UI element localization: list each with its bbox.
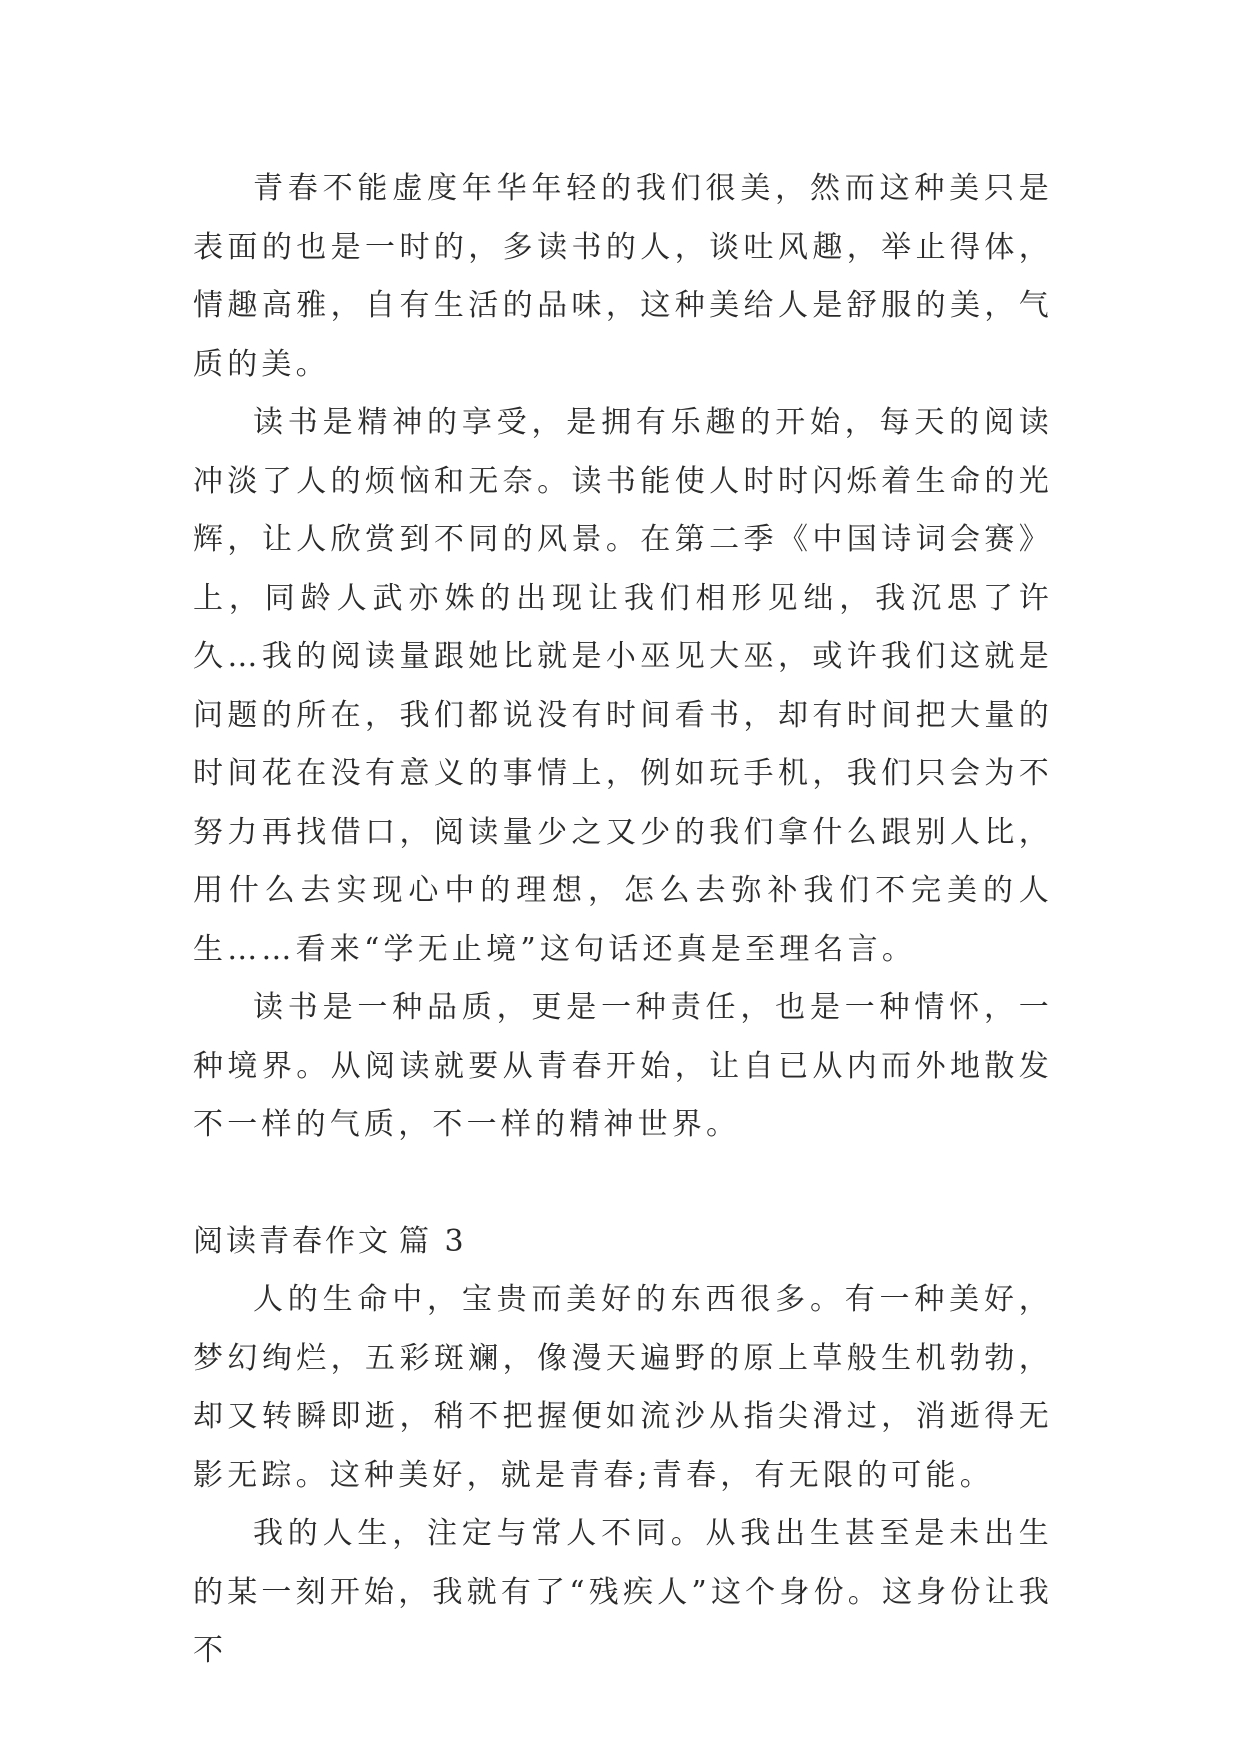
section-number: 篇 3	[399, 1223, 467, 1259]
paragraph-joy-of-reading: 读书是精神的享受，是拥有乐趣的开始，每天的阅读冲淡了人的烦恼和无奈。读书能使人时时闪烁着生命的光辉，让人欣赏到不同的风景。在第二季《中国诗词会赛》上，同龄人武亦姝的出现让我们相形见绌，我沉思了许久…我的阅读量跟她比就是小巫见大巫，或许我们这就是问题的所在，我们都说没有时间看书，却有时间把大量的时间花在没有意义的事情上，例如玩手机，我们只会为不努力再找借口，阅读量少之又少的我们拿什么跟别人比，用什么去实现心中的理想，怎么去弥补我们不完美的人生……看来“学无止境”这句话还真是至理名言。	[193, 405, 1053, 967]
paragraph-my-life: 我的人生，注定与常人不同。从我出生甚至是未出生的某一刻开始，我就有了“残疾人”这个身份。这身份让我不	[193, 1516, 1053, 1668]
section-title: 阅读青春作文	[193, 1223, 391, 1259]
paragraph-reading-responsibility: 读书是一种品质，更是一种责任，也是一种情怀，一种境界。从阅读就要从青春开始，让自已从内而外地散发不一样的气质，不一样的精神世界。	[193, 990, 1053, 1142]
essay-body	[193, 160, 1053, 1681]
section-heading	[193, 1213, 1053, 1272]
paragraph-beauty-of-reading: 青春不能虚度年华年轻的我们很美，然而这种美只是表面的也是一时的，多读书的人，谈吐风趣，举止得体，情趣高雅，自有生活的品味，这种美给人是舒服的美，气质的美。	[193, 171, 1053, 382]
paragraph-youth-beauty: 人的生命中，宝贵而美好的东西很多。有一种美好，梦幻绚烂，五彩斑斓，像漫天遍野的原上草般生机勃勃，却又转瞬即逝，稍不把握便如流沙从指尖滑过，消逝得无影无踪。这种美好，就是青春;青春，有无限的可能。	[193, 1282, 1053, 1493]
